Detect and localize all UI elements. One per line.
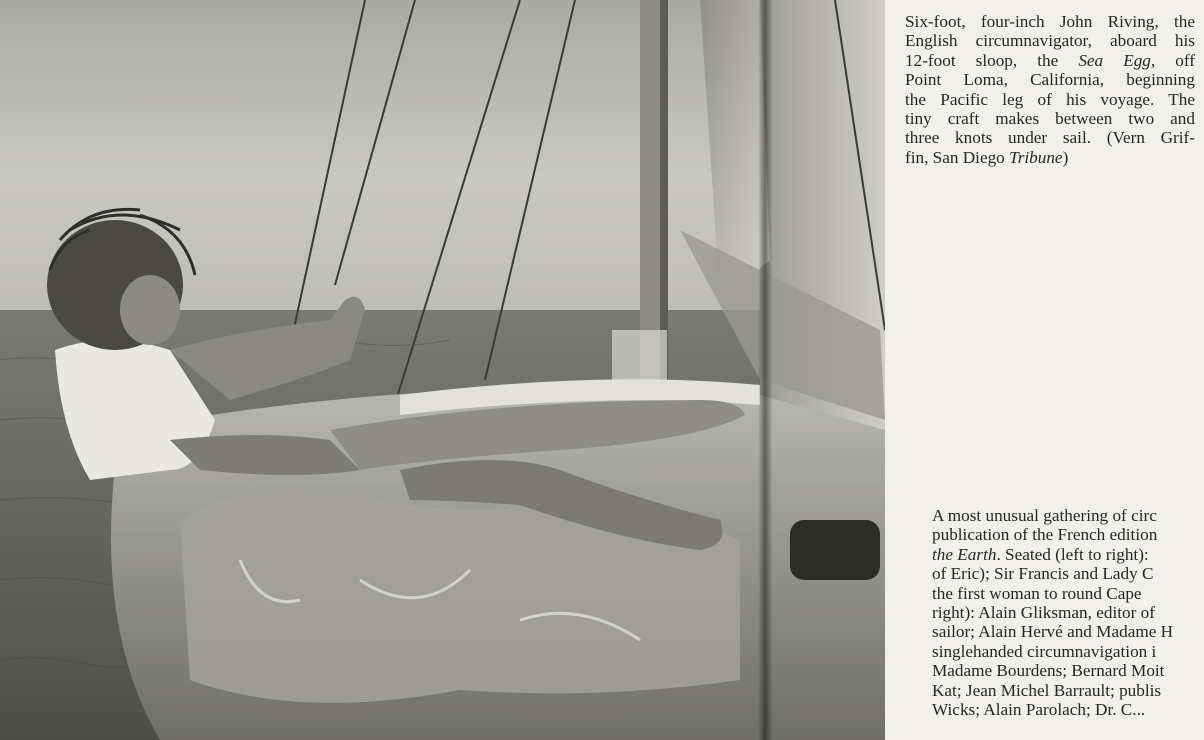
caption-line: Madame Bourdens; Bernard Moit <box>932 661 1165 681</box>
caption-line: sailor; Alain Hervé and Madame H <box>932 622 1174 642</box>
caption-line: Wicks; Alain Parolach; Dr. C... <box>932 700 1146 720</box>
caption-line: of Eric); Sir Francis and Lady C <box>932 564 1154 584</box>
caption-line: fin, San Diego Tribune) <box>905 147 1069 167</box>
caption-line: singlehanded circumnavigation i <box>932 641 1157 661</box>
photo-caption <box>905 12 1195 167</box>
caption-line: the Earth. Seated (left to right): <box>932 544 1149 564</box>
caption-line: English circumnavigator, aboard his <box>905 31 1195 51</box>
caption-line: Point Loma, California, beginning <box>905 70 1195 90</box>
caption-line: 12-foot sloop, the Sea Egg, off <box>905 50 1195 70</box>
caption-line: tiny craft makes between two and <box>905 109 1195 129</box>
caption-line: the first woman to round Cape <box>932 583 1142 603</box>
porthole <box>790 520 880 580</box>
gathering-caption <box>932 506 1204 719</box>
caption-line: right): Alain Gliksman, editor of <box>932 603 1155 623</box>
caption-line: Kat; Jean Michel Barrault; publis <box>932 680 1162 700</box>
caption-line: the Pacific leg of his voyage. The <box>905 89 1195 109</box>
caption-line: A most unusual gathering of circ <box>932 506 1157 525</box>
caption-line: publication of the French edition <box>932 525 1158 545</box>
caption-line: Six-foot, four-inch John Riving, the <box>905 12 1195 31</box>
caption-line: three knots under sail. (Vern Grif- <box>905 128 1195 148</box>
